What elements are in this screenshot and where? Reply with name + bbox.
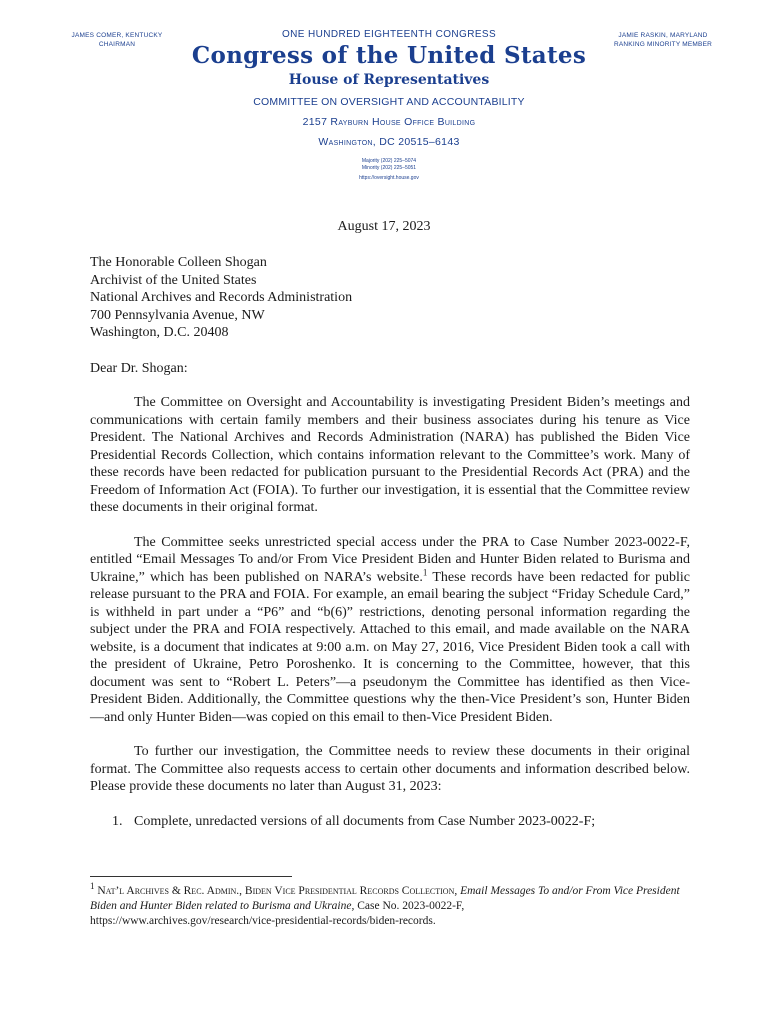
minority-title: RANKING MINORITY MEMBER [613, 41, 712, 48]
letterhead [0, 0, 768, 205]
congress-number: ONE HUNDRED EIGHTEENTH CONGRESS [281, 29, 497, 40]
paragraph-3: To further our investigation, the Committee needs to review these documents in their original format. The Committee also requests access to certain other documents and information described below. Please provide these documents no later than August 31, 2023: [90, 744, 690, 794]
chairman-title: CHAIRMAN [98, 41, 136, 48]
chairman-block [62, 31, 172, 49]
footnote-title: Email Messages To and/or From Vice President Biden and Hunter Biden related to Burisma and Ukraine, [90, 885, 680, 912]
footnote-divider [90, 876, 292, 877]
letter-date: August 17, 2023 [337, 219, 431, 234]
recipient-line: Archivist of the United States [90, 272, 257, 288]
list-item [90, 813, 690, 831]
letterhead-center [184, 28, 594, 183]
paragraph-2-text-a: The Committee seeks unrestricted special access under the PRA to Case Number 2023-0022-F, entitled “Email Messages To and/or From Vice President Biden and Hunter Biden related to Burisma and Ukraine,” which has been published on NARA’s website. [90, 534, 690, 585]
salutation: Dear Dr. Shogan: [90, 360, 188, 376]
request-list [90, 813, 690, 831]
footnote-source: Nat’l Archives & Rec. Admin., Biden Vice Presidential Records Collection, [97, 885, 458, 897]
paragraph-2-text-b: These records have been redacted for public release pursuant to the PRA and FOIA. For example, an email bearing the subject “Friday Schedule Card,” is withheld in part under a “P6” and “b(6)” restrictions, denoting personal information regarding the subject under the PRA and FOIA respectively. Attached to this email, and made available on the NARA website, is a document that indicates at 9:00 a.m. on May 27, 2016, Vice President Biden took a call with the president of Ukraine, Petro Poroshenko. It is concerning to the Committee, however, that this document was sent to “Robert L. Peters”—a pseudonym the Committee has identified as then Vice-President Biden. Additionally, the Committee questions why the then-Vice President’s son, Hunter Biden—and only Hunter Biden—was copied on this email to then-Vice President Biden. [90, 569, 690, 725]
recipient-line: Washington, D.C. 20408 [90, 325, 229, 340]
committee-name: COMMITTEE ON OVERSIGHT AND ACCOUNTABILITY [253, 96, 525, 108]
minority-phone: Minority (202) 225–5051 [361, 164, 417, 171]
chairman-name: JAMES COMER, KENTUCKY [71, 32, 163, 39]
recipient-line: National Archives and Records Administration [90, 290, 353, 305]
paragraph-1: The Committee on Oversight and Accountability is investigating President Biden’s meetings and communications with certain family members and their business associates during his tenure as Vice President. The National Archives and Records Administration (NARA) has published the Biden Vice Presidential Records Collection, which contains information relevant to the Committee’s work. Many of these records have been redacted for publication pursuant to the Presidential Records Act (PRA) and the Freedom of Information Act (FOIA). To further our investigation, it is essential that the Committee review these documents in their original format. [90, 395, 690, 515]
recipient-address [90, 254, 690, 342]
congress-title: Congress of the United States [191, 42, 587, 69]
website-link[interactable]: https://oversight.house.gov [359, 174, 419, 181]
minority-name: JAMIE RASKIN, MARYLAND [618, 32, 708, 39]
letter-body [90, 254, 690, 830]
minority-member-block [598, 31, 728, 49]
list-item-number: 1. [112, 813, 123, 829]
footnote-reference[interactable]: 1 [422, 566, 428, 577]
footnote [90, 881, 690, 929]
house-title: House of Representatives [288, 72, 490, 88]
phone-block [362, 158, 416, 171]
office-city: Washington, DC 20515–6143 [318, 136, 460, 148]
footnote-url[interactable]: https://www.archives.gov/research/vice-presidential-records/biden-records. [90, 915, 436, 927]
recipient-line: 700 Pennsylvania Avenue, NW [90, 307, 265, 323]
list-item-text: Complete, unredacted versions of all documents from Case Number 2023-0022-F; [134, 813, 596, 829]
footnote-mark: 1 [90, 881, 95, 892]
paragraph-2 [90, 534, 690, 727]
office-address: 2157 Rayburn House Office Building [302, 116, 476, 128]
footnote-case: Case No. 2023-0022-F, [357, 900, 465, 912]
majority-phone: Majority (202) 225–5074 [361, 158, 417, 164]
recipient-line: The Honorable Colleen Shogan [90, 255, 267, 270]
